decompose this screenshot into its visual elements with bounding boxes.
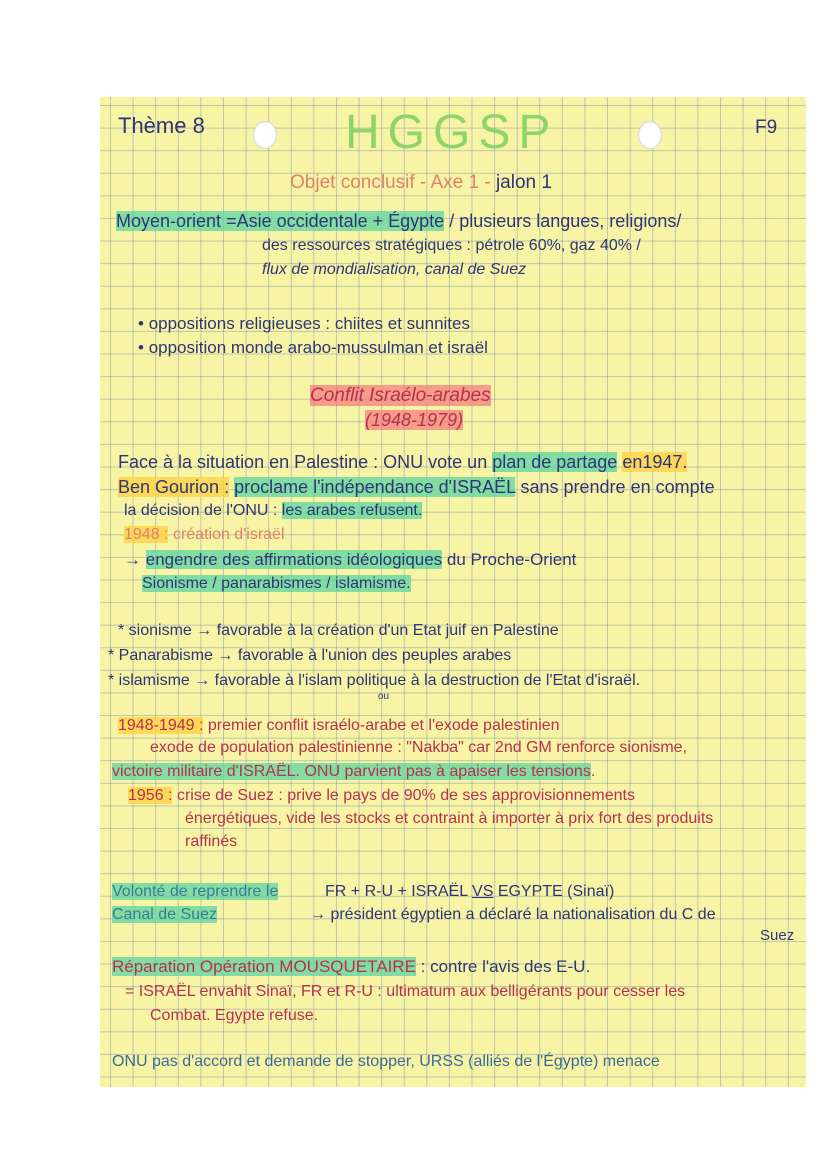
- p4-line-1: Réparation Opération MOUSQUETAIRE : contre l'avis des E-U.: [112, 957, 591, 976]
- p1-line-6: Sionisme / panarabismes / islamisme.: [142, 575, 411, 592]
- section-dates: (1948-1979): [365, 410, 464, 430]
- intro-line-3: flux de mondialisation, canal de Suez: [262, 261, 527, 278]
- theme-label: Thème 8: [118, 113, 205, 138]
- p2-line-2: exode de population palestinienne : "Nakba" car 2nd GM renforce sionisme,: [150, 739, 688, 756]
- page-number: F9: [755, 117, 778, 138]
- p1-line-1: Face à la situation en Palestine : ONU vote un plan de partage en1947.: [118, 452, 688, 472]
- p1-line-2: Ben Gourion : proclame l'indépendance d'ISRAËL sans prendre en compte: [118, 477, 715, 497]
- intro-line-2: des ressources stratégiques : pétrole 60%, gaz 40% /: [262, 237, 641, 254]
- bullet-item: • oppositions religieuses : chiites et sunnites: [138, 314, 470, 333]
- p2-line-6: raffinés: [185, 833, 238, 850]
- p3-line-2: → président égyptien a déclaré la nationalisation du C de: [310, 906, 716, 923]
- intro-line-1: Moyen-orient =Asie occidentale + Égypte / plusieurs langues, religions/: [116, 211, 682, 231]
- p3-label-2: Canal de Suez: [112, 906, 217, 923]
- section-title: Conflit Israélo-arabes: [310, 385, 491, 406]
- p4-line-2: = ISRAËL envahit Sinaï, FR et R-U : ultimatum aux belligérants pour cesser les: [125, 983, 686, 1000]
- p3-label-1: Volonté de reprendre le: [112, 883, 279, 900]
- p5-line: ONU pas d'accord et demande de stopper, URSS (alliés de l'Égypte) menace: [112, 1053, 660, 1070]
- punch-hole: [638, 121, 662, 149]
- ideology-item: * Panarabisme → favorable à l'union des peuples arabes: [108, 647, 512, 664]
- punch-hole: [253, 121, 277, 149]
- p2-line-5: énergétiques, vide les stocks et contraint à importer à prix fort des produits: [185, 810, 714, 827]
- subtitle: Objet conclusif - Axe 1 - jalon 1: [290, 172, 552, 193]
- ideology-item: * sionisme → favorable à la création d'un Etat juif en Palestine: [118, 622, 559, 639]
- p1-line-5: → engendre des affirmations idéologiques du Proche-Orient: [124, 550, 577, 569]
- p1-line-3: la décision de l'ONU : les arabes refusent.: [124, 502, 423, 519]
- p2-line-1: 1948-1949 : premier conflit israélo-arabe et l'exode palestinien: [118, 717, 560, 734]
- p2-line-4: 1956 : crise de Suez : prive le pays de 90% de ses approvisionnements: [128, 787, 635, 804]
- bullet-item: • opposition monde arabo-mussulman et israël: [138, 338, 488, 357]
- p3-line-3: Suez: [760, 927, 795, 944]
- notebook-page: [100, 97, 806, 1087]
- p2-line-3: victoire militaire d'ISRAËL. ONU parvient pas à apaiser les tensions.: [112, 763, 596, 780]
- ideology-note: ou: [378, 691, 390, 702]
- page-title: HGGSP: [345, 106, 559, 159]
- p1-line-4: 1948 : création d'israël: [124, 526, 285, 543]
- p3-line-1: FR + R-U + ISRAËL VS EGYPTE (Sinaï): [325, 883, 615, 900]
- ideology-item: * islamisme → favorable à l'islam politique à la destruction de l'Etat d'israël.: [108, 672, 641, 689]
- p4-line-3: Combat. Egypte refuse.: [150, 1007, 319, 1024]
